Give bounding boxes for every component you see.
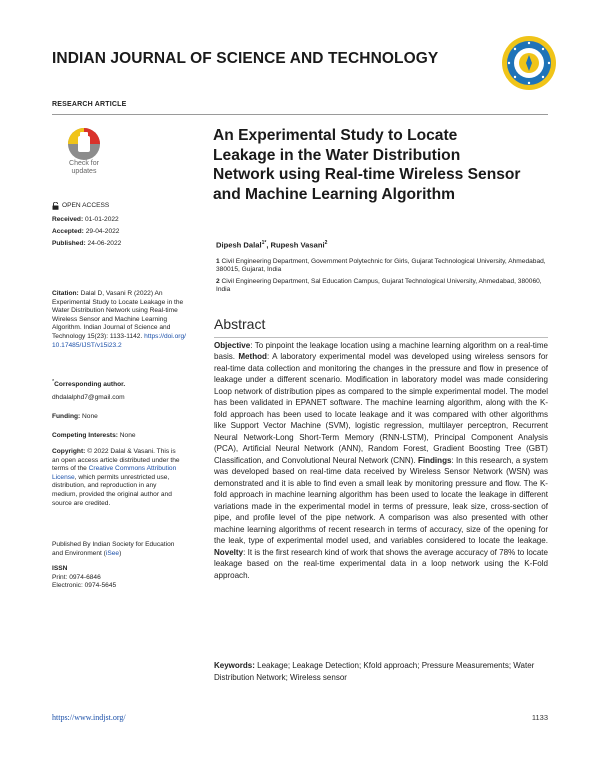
- citation-doi-link[interactable]: https://doi.org/10.17485/IJST/v15i23.2: [52, 332, 186, 349]
- issn: [52, 565, 192, 591]
- affiliation-2-num: 2: [216, 278, 220, 285]
- publisher-text: Published By Indian Society for Education and Environment (: [52, 541, 175, 557]
- issn-label: ISSN: [52, 565, 68, 572]
- funding-value: None: [82, 413, 98, 420]
- abstract-body: [214, 340, 548, 581]
- published-date: 24-06-2022: [87, 240, 122, 248]
- author-2-affil: 2: [324, 240, 328, 246]
- article-title: An Experimental Study to Locate Leakage in the Water Distribution Network using Real-time Wireless Sensor and Machine Learning Algorithm: [213, 127, 521, 203]
- corresponding-label: Corresponding author.: [54, 381, 126, 389]
- publisher: [52, 541, 186, 558]
- check-for-updates-line1: Check for: [69, 160, 99, 167]
- novelty-text: : It is the first research kind of work that shows the average accuracy of 78% to locate leakage based on the real-time experimental data in a loop network using the K-Fold approach.: [214, 547, 548, 580]
- journal-title: INDIAN JOURNAL OF SCIENCE AND TECHNOLOGY: [52, 50, 439, 67]
- citation: [52, 290, 186, 350]
- footer-journal-link[interactable]: https://www.indjst.org/: [52, 713, 126, 722]
- citation-text: Dalal D, Vasani R (2022) An Experimental Study to Locate Leakage in the Water Distribution Network using Real-time Wireless Sensor and Machine Learning Algorithm. Indian Journal of Science and Technology 15(23): 1133-1142.: [52, 290, 184, 340]
- copyright-text: © 2022 Dalal & Vasani. This is an open access article distributed under the terms of the: [52, 448, 180, 473]
- received-date: 01-01-2022: [85, 216, 119, 223]
- copyright: [52, 448, 182, 508]
- cc-license-link[interactable]: Creative Commons Attribution License: [52, 465, 177, 481]
- article-type: RESEARCH ARTICLE: [52, 101, 127, 108]
- abstract-heading: Abstract: [214, 316, 266, 332]
- affiliation-1-num: 1: [216, 258, 220, 265]
- check-for-updates-line2: updates: [71, 168, 97, 175]
- keywords-text: Leakage; Leakage Detection; Kfold approach; Pressure Measurements; Water Distribution Network; Wireless sensor: [214, 661, 535, 682]
- received-label: Received:: [52, 216, 84, 223]
- accepted-date: 29-04-2022: [85, 228, 120, 236]
- authors: [216, 240, 327, 250]
- author-separator: ,: [266, 240, 271, 250]
- abstract-divider: [214, 337, 548, 338]
- open-access-label: OPEN ACCESS: [62, 202, 110, 209]
- method-text: : A laboratory experimental model was developed using wireless sensors for real-time data collection and monitoring the changes in the pressure and flow in presence of leakage under a different scenario. Modification in laboratory model was made considering Loop network of distribution pipes as compared to the simple experimental model. The model has been validated in EPANET software. The machine learning algorithm, along with the K-fold approach has been used to locate leakage and it was compared with other algorithms like Support Vector Machine (SVM), logistic regression, multilayer perceptron, Recurrent Neural Network-Long Short-Term Memory (RNN-LSTM), Principal Component Analysis (PCA), Artificial Neural Network (ANN), Random Forest, Gradient Boosting Tree (GBT) Classification, and Convolutional Neural Network (CNN).: [214, 352, 548, 465]
- keywords-label: Keywords:: [214, 661, 255, 670]
- isee-link[interactable]: iSee: [105, 549, 120, 557]
- affiliation-2-text: Civil Engineering Department, Sal Education Campus, Gujarat Technological University, Ahmedabad, 380060, India: [216, 278, 542, 294]
- publisher-close: ): [119, 549, 122, 557]
- findings-text: : In this research, a system was developed based on real-time data received by Wireless Sensor Network (WSN) was demonstrated and it is able to find even a small leak by monitoring pressure and flow. The K-fold approach in machine learning algorithm has been used to locate the leakage in different variations made in the experimental model in terms of pressure, leak size, cross-section of pipe, and profile level of the pipe network. A comparison was also presented with other machine learning algorithms of recent research in terms of accuracy, size of the opening for the leak, type of experimental model used, and variables considered to locate the leakage.: [214, 455, 548, 546]
- objective-text: : To pinpoint the leakage location using a machine learning algorithm on a real-time basis.: [214, 341, 548, 362]
- keywords: [214, 660, 548, 683]
- novelty-label: Novelty: [214, 547, 244, 557]
- citation-label: Citation:: [52, 290, 79, 297]
- author-1[interactable]: Dipesh Dalal: [216, 240, 262, 250]
- method-label: Method: [238, 352, 267, 362]
- journal-logo: [500, 34, 558, 92]
- header-divider: [52, 114, 548, 115]
- competing-value: None: [119, 432, 136, 439]
- affiliation-1: [216, 258, 546, 275]
- author-2[interactable]: Rupesh Vasani: [270, 240, 325, 250]
- issn-electronic: Electronic: 0974-5645: [52, 582, 117, 590]
- copyright-text-2: , which permits unrestricted use, distribution, and reproduction in any medium, provided the original author and source are credited.: [52, 473, 172, 507]
- open-access-lock-icon: [52, 202, 59, 210]
- corresponding-author: *Corresponding author. dhdalalphd7@gmail.com: [52, 378, 192, 402]
- competing-interests: [52, 432, 192, 441]
- affiliation-1-text: Civil Engineering Department, Government Polytechnic for Girls, Gujarat Technological University, Ahmedabad, 380015, Gujarat, India: [216, 258, 546, 274]
- accepted-label: Accepted:: [52, 228, 84, 236]
- corresponding-email[interactable]: dhdalalphd7@gmail.com: [52, 393, 125, 401]
- funding-label: Funding:: [52, 413, 81, 420]
- objective-label: Objective: [214, 341, 251, 350]
- author-1-affil: 1*: [261, 240, 267, 246]
- findings-label: Findings: [417, 455, 452, 465]
- published-label: Published:: [52, 240, 86, 248]
- open-access: [52, 202, 192, 211]
- competing-label: Competing Interests:: [52, 432, 118, 439]
- issn-print: Print: 0974-6846: [52, 573, 101, 581]
- copyright-label: Copyright:: [52, 448, 86, 455]
- page-number: 1133: [531, 713, 548, 722]
- check-for-updates-label: [52, 160, 116, 176]
- funding: [52, 413, 192, 422]
- article-dates: [52, 216, 192, 249]
- affiliation-2: [216, 278, 546, 295]
